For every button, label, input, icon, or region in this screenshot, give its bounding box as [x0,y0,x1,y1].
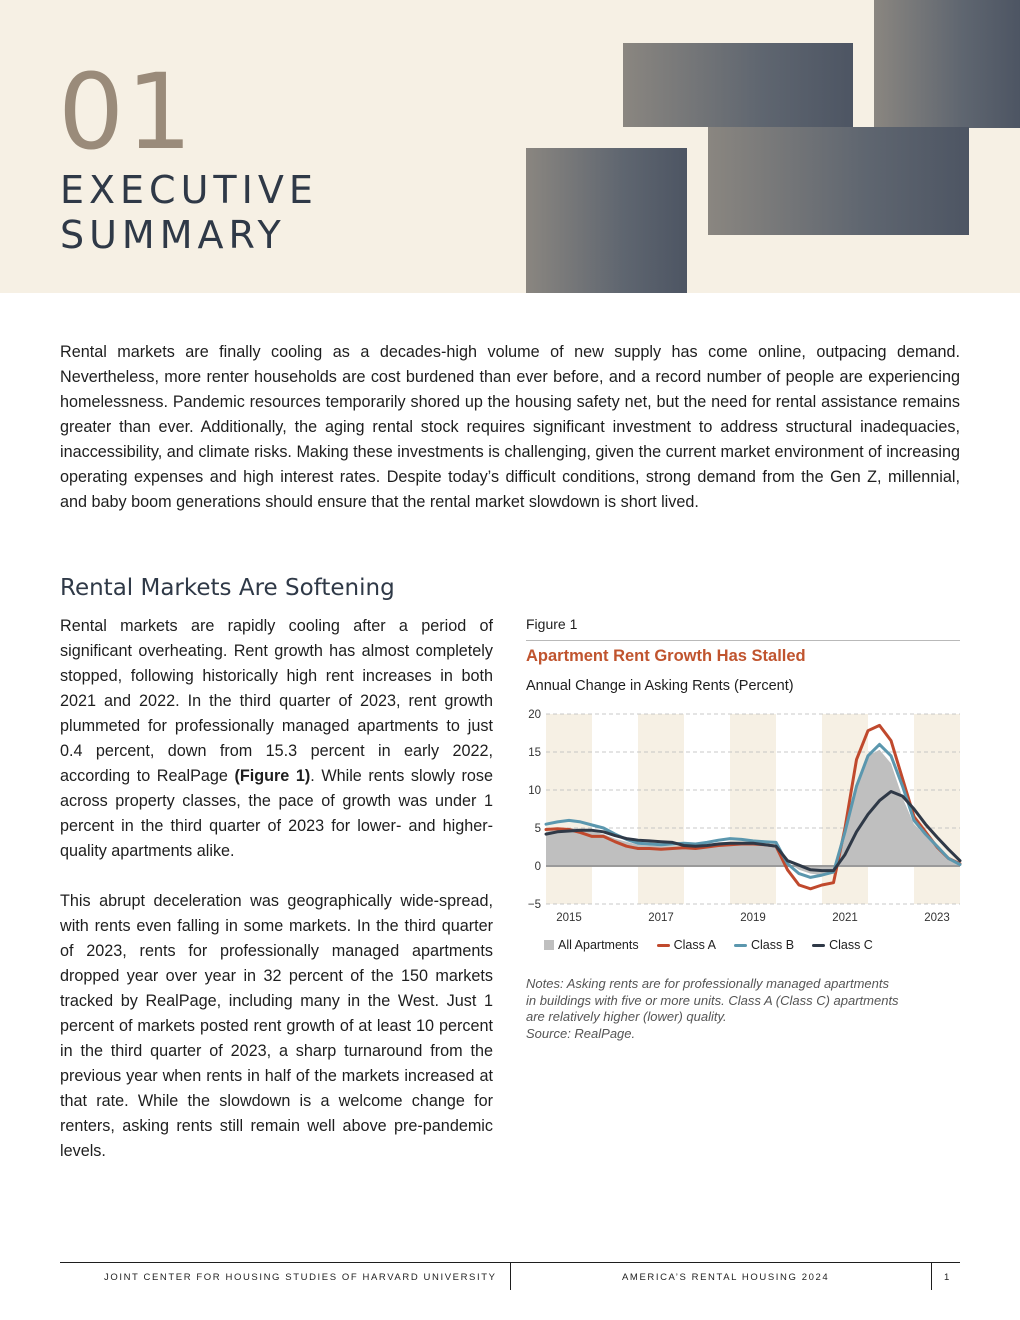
x-tick-label: 2023 [924,912,950,924]
legend-swatch-class-c [812,944,825,947]
intro-paragraph: Rental markets are finally cooling as a decades-high volume of new supply has come online, outpacing demand. Nevertheless, more renter households are cost burdened than ever before, and a record number of people are experiencing homelessness. Pandemic resources temporarily shored up the housing safety net, but the need for rental assistance remains greater than ever. Additionally, the aging rental stock requires significant investment to address structural inadequacies, inaccessibility, and climate risks. Making these investments is challenging, given the current market environment of increasing operating expenses and high interest rates. Despite today’s difficult conditions, strong demand from the Gen Z, millennial, and baby boom generations should ensure that the rental market slowdown is short lived. [60,343,960,511]
figure-title: Apartment Rent Growth Has Stalled [526,647,806,665]
legend-label: Class C [829,938,873,952]
body-paragraph: Rental markets are rapidly cooling after a period of significant overheating. Rent growth has almost completely stopped, following historically high rent increases in both 2021 and 2022. In the third quarter of 2023, rent growth plummeted for professionally managed apartments to just 0.4 percent, down from 15.3 percent in early 2022, according to RealPage (Figure 1). While rents slowly rose across property classes, the pace of growth was under 1 percent in the third quarter of 2023 for lower- and higher-quality apartments alike. [60,617,494,860]
footer-organization: JOINT CENTER FOR HOUSING STUDIES OF HARVARD UNIVERSITY [104,1272,497,1283]
footer-separator [510,1263,511,1290]
y-tick-label: 15 [528,747,541,759]
notes-line: in buildings with five or more units. Class A (Class C) apartments [526,992,899,1008]
rent-growth-chart [520,700,970,930]
y-tick-label: 0 [534,861,541,873]
footer-separator [931,1263,932,1290]
legend-label: Class A [673,938,716,952]
legend-item-class-b [734,938,794,952]
legend-item-all-apartments [544,938,639,952]
figure-notes [526,976,960,1042]
figure-reference: (Figure 1) [234,767,311,785]
decorative-block [623,43,853,127]
y-tick-label: 5 [534,823,541,835]
page-number: 1 [944,1272,951,1283]
year-band [914,714,960,904]
legend-item-class-c [812,938,873,952]
figure-subtitle: Annual Change in Asking Rents (Percent) [526,678,794,694]
x-tick-label: 2021 [832,912,858,924]
figure-divider [526,640,960,641]
x-tick-label: 2015 [556,912,582,924]
legend-label: Class B [750,938,795,952]
x-tick-label: 2017 [648,912,674,924]
y-tick-label: 20 [528,709,541,721]
section-heading: Rental Markets Are Softening [60,575,395,601]
source-line: Source: RealPage. [526,1025,636,1041]
chart-legend [544,938,873,952]
x-tick-label: 2019 [740,912,766,924]
chapter-number: 01 [58,51,195,173]
y-tick-label: 10 [528,785,541,797]
legend-swatch-class-b [734,944,747,947]
decorative-block [874,0,1020,128]
legend-item-class-a [657,938,716,952]
footer-report-title: AMERICA’S RENTAL HOUSING 2024 [622,1272,830,1283]
chapter-title-line1: EXECUTIVE [60,168,318,212]
notes-line: Notes: Asking rents are for professionally managed apartments [526,976,889,991]
legend-swatch-all [544,940,554,950]
year-band [638,714,684,904]
notes-line: are relatively higher (lower) quality. [526,1009,727,1024]
chapter-title [60,168,318,258]
decorative-block [526,148,687,293]
year-band [730,714,776,904]
body-paragraph: This abrupt deceleration was geographically wide-spread, with rents even falling in some markets. In the third quarter of 2023, rents for professionally managed apartments dropped year over year in 32 percent of the 150 markets tracked by RealPage, including many in the West. Just 1 percent of markets posted rent growth of at least 10 percent in the third quarter of 2023, a sharp turnaround from the previous year when rents in half of the markets increased at that rate. While the slowdown is a welcome change for renters, asking rents still remain well above pre-pandemic levels. [60,892,493,1160]
legend-swatch-class-a [657,944,670,947]
year-band [546,714,592,904]
y-tick-label: −5 [527,899,541,911]
body-column [60,614,493,1189]
decorative-block [708,127,969,235]
figure-label: Figure 1 [526,616,578,632]
chapter-title-line2: SUMMARY [60,213,286,257]
legend-label: All Apartments [558,938,639,952]
